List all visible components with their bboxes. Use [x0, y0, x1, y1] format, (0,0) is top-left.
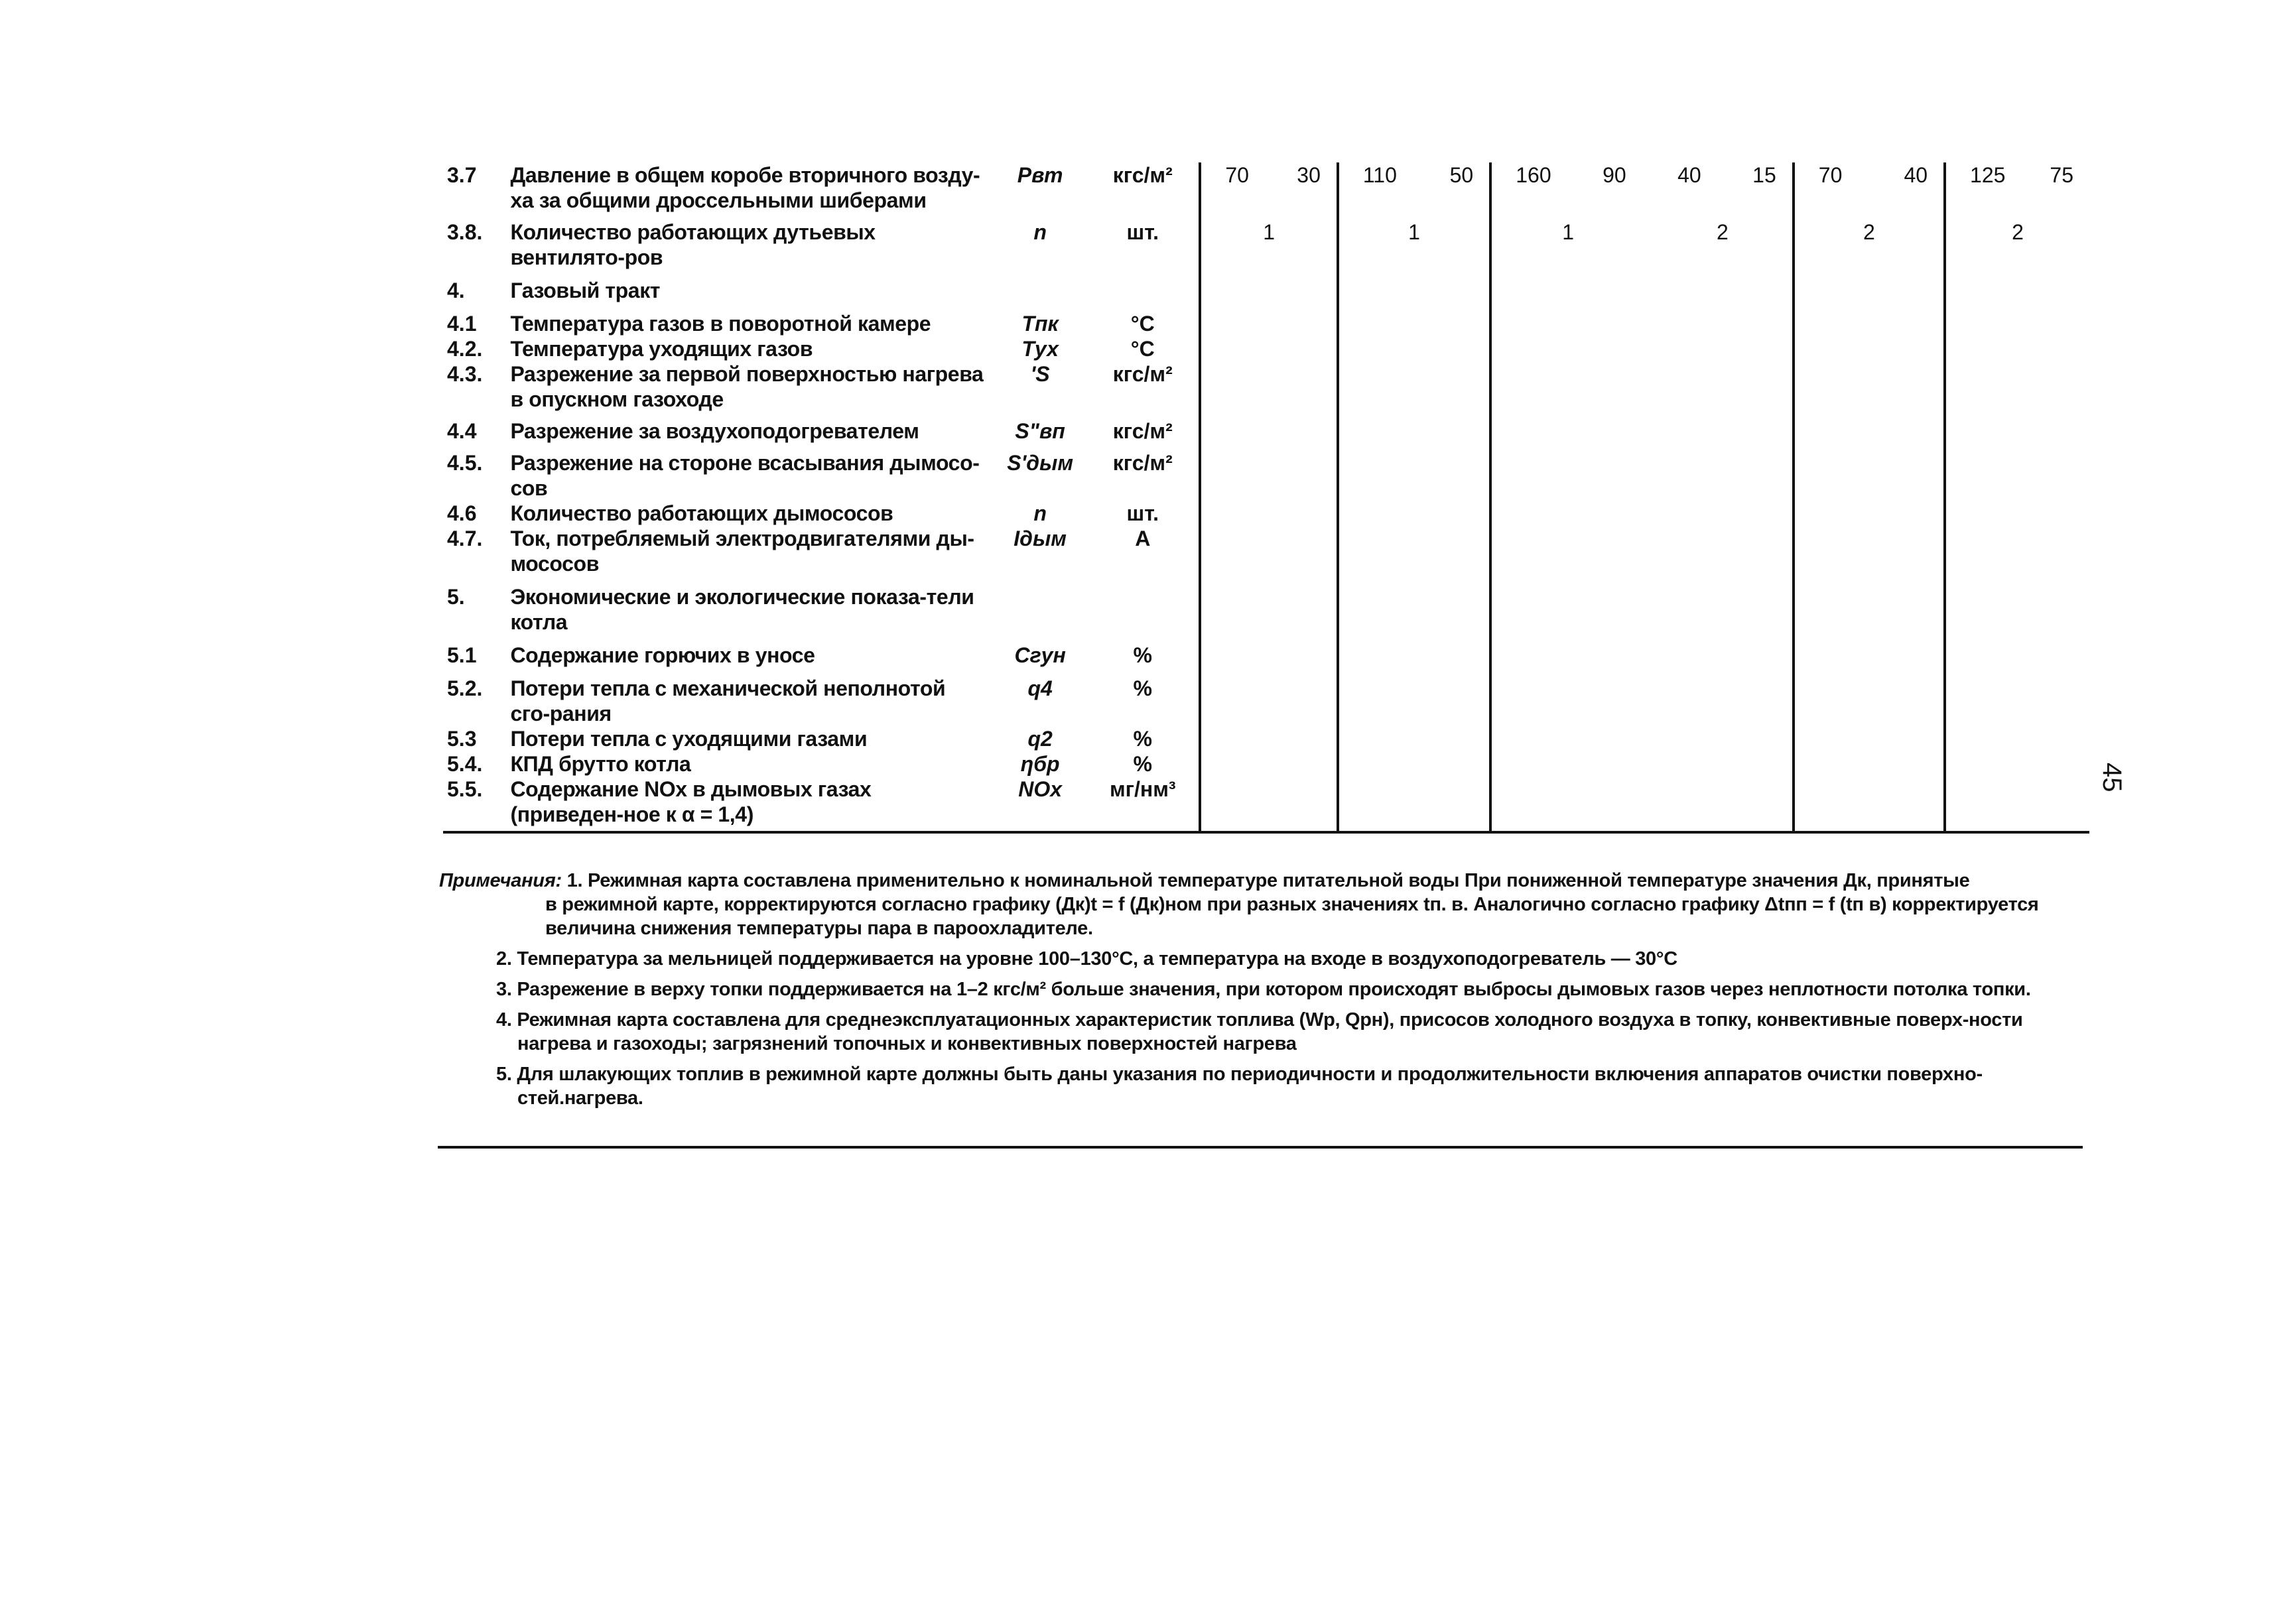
value-group-2: 1	[1338, 213, 1490, 270]
row-unit: %	[1133, 643, 1152, 667]
row-number: 4.6	[447, 501, 477, 525]
row-number: 4.2.	[447, 337, 483, 361]
value: 75	[2050, 163, 2073, 187]
row-name: Потери тепла с уходящими газами	[510, 727, 868, 751]
row-symbol: n	[1033, 501, 1047, 525]
row-unit: шт.	[1126, 220, 1159, 244]
value: 50	[1449, 163, 1474, 187]
table-row	[443, 726, 2089, 751]
table-row	[443, 361, 2089, 412]
value: 2	[1716, 220, 1729, 244]
row-symbol: Cгун	[1014, 643, 1066, 667]
table-row	[443, 751, 2089, 777]
row-number: 5.1	[447, 643, 477, 667]
value-group-4	[1794, 162, 1945, 213]
row-symbol: Iдым	[1014, 527, 1067, 550]
row-number: 4.4	[447, 419, 477, 443]
row-name: Разрежение за первой поверхностью нагрева в опускном газоходе	[510, 362, 984, 411]
value: 160	[1516, 163, 1551, 187]
table-row	[443, 444, 2089, 501]
row-number: 5.	[447, 585, 465, 609]
row-symbol: n	[1033, 220, 1047, 244]
row-number: 3.8.	[447, 220, 483, 244]
table-row	[443, 777, 2089, 832]
row-name: КПД брутто котла	[510, 752, 691, 776]
row-name: Количество работающих дутьевых вентилято-ров	[510, 220, 876, 269]
value-group-5: 2	[1945, 213, 2089, 270]
row-unit: %	[1133, 727, 1152, 751]
value-group-1	[1200, 162, 1338, 213]
page-number: 45	[2097, 763, 2127, 792]
row-number: 5.5.	[443, 777, 506, 832]
row-symbol: Tух	[1021, 337, 1059, 361]
row-number: 4.	[447, 279, 465, 302]
table-row	[443, 213, 2089, 270]
value: 70	[1225, 163, 1249, 187]
value: 70	[1818, 163, 1843, 187]
notes-label: Примечания:	[439, 870, 562, 891]
row-number: 4.1	[447, 312, 477, 336]
note-4: 4. Режимная карта составлена для среднеэксплуатационных характеристик топлива (Wр, Qрн), присосов холодного воздуха в топку, конвективные поверх-ности нагрева и газоходы; загрязнений топочных и конвективных поверхностей нагрева	[496, 1009, 2023, 1054]
note-1-continuation: в режимной карте, корректируются согласно графику (Дк)t = f (Дк)ном при разных значениях tп. в. Аналогично согласно графику Δtпп = f (tп в) корректируется величина снижения температуры пара в пароохладителе.	[545, 894, 2039, 939]
value-group-3	[1490, 162, 1794, 213]
value-group-2	[1338, 162, 1490, 213]
table-row	[443, 576, 2089, 635]
row-symbol: Pвт	[1017, 163, 1063, 187]
row-symbol: S'дым	[1007, 451, 1073, 475]
note-2: 2. Температура за мельницей поддерживается на уровне 100–130°C, а температура на входе в воздухоподогреватель — 30°C	[496, 948, 1677, 969]
row-name: Потери тепла с механической неполнотой сго-рания	[510, 676, 946, 725]
row-name: Разрежение за воздухоподогревателем	[510, 419, 919, 443]
table-row	[443, 635, 2089, 668]
value: 15	[1752, 163, 1776, 187]
row-name: Температура уходящих газов	[510, 337, 813, 361]
boiler-mode-table	[443, 162, 2089, 834]
notes-section	[439, 869, 2084, 1110]
row-unit: кгс/м²	[1112, 451, 1173, 475]
table-row	[443, 162, 2089, 213]
bottom-divider	[438, 1146, 2083, 1149]
value: 110	[1362, 163, 1397, 187]
value: 90	[1603, 163, 1626, 187]
row-unit: шт.	[1126, 501, 1159, 525]
table-row	[443, 526, 2089, 576]
row-symbol: NOx	[994, 777, 1086, 832]
value: 40	[1904, 163, 1928, 187]
row-unit: °C	[1130, 312, 1155, 336]
row-symbol	[994, 270, 1086, 303]
table-row	[443, 336, 2089, 361]
row-number: 5.2.	[447, 676, 483, 700]
table-row	[443, 303, 2089, 336]
row-name: Температура газов в поворотной камере	[510, 312, 931, 336]
row-unit: А	[1135, 527, 1151, 550]
value: 40	[1677, 163, 1701, 187]
row-unit: %	[1133, 752, 1152, 776]
row-name: Давление в общем коробе вторичного возду-ха за общими дроссельными шиберами	[510, 163, 980, 212]
note-3: 3. Разрежение в верху топки поддерживается на 1–2 кгс/м² больше значения, при котором происходят выбросы дымовых газов через неплотности потолка топки.	[496, 979, 2031, 1000]
row-unit: кгс/м²	[1112, 419, 1173, 443]
value: 30	[1297, 163, 1321, 187]
value-group-1: 1	[1200, 213, 1338, 270]
row-symbol: 'S	[1030, 362, 1050, 386]
note-1	[439, 869, 2084, 893]
row-symbol: q2	[1027, 727, 1053, 751]
row-name: Ток, потребляемый электродвигателями ды-мососов	[510, 527, 974, 576]
value-group-3	[1490, 213, 1794, 270]
table-row	[443, 501, 2089, 526]
row-symbol: q4	[1027, 676, 1053, 700]
row-number: 4.5.	[447, 451, 483, 475]
row-name: Разрежение на стороне всасывания дымосо-сов	[510, 451, 980, 500]
table-row	[443, 668, 2089, 726]
row-number: 3.7	[447, 163, 477, 187]
row-unit: кгс/м²	[1112, 163, 1173, 187]
value-group-5	[1945, 162, 2089, 213]
row-number: 5.3	[447, 727, 477, 751]
row-name: Количество работающих дымососов	[510, 501, 893, 525]
row-unit: %	[1133, 676, 1152, 700]
row-symbol: ηбр	[1020, 752, 1060, 776]
row-unit	[1086, 270, 1200, 303]
value: 125	[1970, 163, 2006, 187]
row-symbol: Tпк	[1021, 312, 1059, 336]
row-number: 4.7.	[447, 527, 483, 550]
table-row	[443, 270, 2089, 303]
row-name: Содержание NOx в дымовых газах (приведен-ное к α = 1,4)	[506, 777, 994, 832]
row-unit: °C	[1130, 337, 1155, 361]
row-unit	[1086, 576, 1200, 635]
row-name: Экономические и экологические показа-тели котла	[510, 585, 974, 634]
row-number: 4.3.	[447, 362, 483, 386]
table-row	[443, 412, 2089, 444]
row-name: Газовый тракт	[510, 279, 661, 302]
note-1-first-line: 1. Режимная карта составлена применительно к номинальной температуре питательной воды При пониженной температуре значения Дк, принятые	[566, 870, 1970, 891]
row-unit: кгс/м²	[1112, 362, 1173, 386]
row-number: 5.4.	[447, 752, 483, 776]
row-unit: мг/нм³	[1086, 777, 1200, 832]
row-symbol: S"вп	[1015, 419, 1065, 443]
value: 1	[1562, 220, 1575, 244]
note-5: 5. Для шлакующих топлив в режимной карте должны быть даны указания по периодичности и продолжительности включения аппаратов очистки поверхно-стей.нагрева.	[496, 1064, 1983, 1109]
value-group-4: 2	[1794, 213, 1945, 270]
row-symbol	[994, 576, 1086, 635]
row-name: Содержание горючих в уносе	[510, 643, 815, 667]
